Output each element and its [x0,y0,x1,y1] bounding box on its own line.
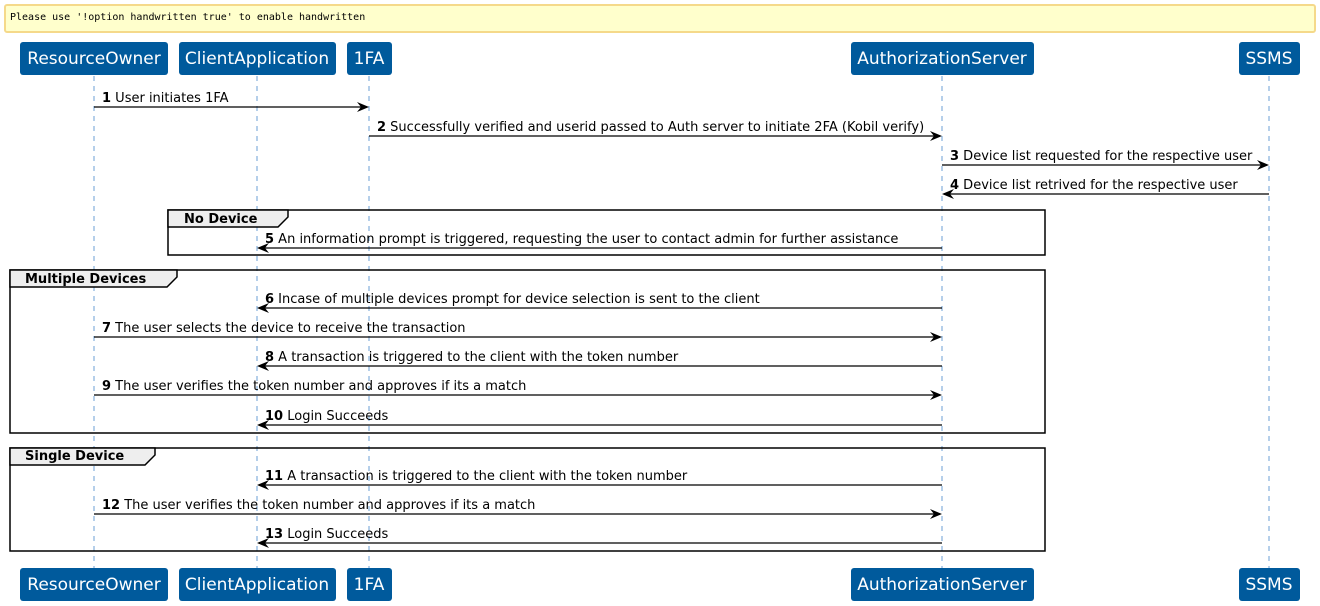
message-5 [257,232,942,253]
participants-bottom [20,568,1300,601]
message-8 [257,350,942,371]
message-1 [94,91,369,112]
participant-label: AuthorizationServer [857,49,1027,69]
message-label [102,379,526,394]
message-4 [942,178,1269,199]
message-number: 8 [265,350,275,365]
participant-1fa [347,568,392,601]
message-13 [257,527,942,548]
message-11 [257,469,942,490]
participant-authorization-server [851,42,1034,75]
message-number: 7 [102,321,112,336]
message-label [102,91,229,106]
message-label [265,232,898,247]
participants-top [20,42,1300,75]
participant-label: 1FA [353,575,385,595]
message-text: User initiates 1FA [111,91,229,106]
message-label [102,498,535,513]
message-number: 12 [102,498,121,513]
participant-label: AuthorizationServer [857,575,1027,595]
message-number: 5 [265,232,275,247]
fragment-title: Multiple Devices [25,272,147,287]
message-text: Device list retrived for the respective user [959,178,1238,193]
message-text: A transaction is triggered to the client with the token number [283,469,688,484]
message-number: 1 [102,91,112,106]
message-number: 2 [377,120,387,135]
message-number: 4 [950,178,960,193]
message-text: The user selects the device to receive the transaction [111,321,466,336]
participant-ssms [1239,568,1300,601]
participant-client-application [179,568,336,601]
message-number: 9 [102,379,112,394]
message-text: The user verifies the token number and approves if its a match [120,498,536,513]
message-text: The user verifies the token number and approves if its a match [111,379,527,394]
participant-label: SSMS [1245,49,1293,69]
message-number: 10 [265,409,284,424]
participant-authorization-server [851,568,1034,601]
message-label [265,409,388,424]
participant-label: ClientApplication [184,575,330,595]
fragment-title: No Device [184,212,258,227]
message-label [950,178,1238,193]
messages [94,91,1269,548]
message-number: 11 [265,469,284,484]
participant-resource-owner [20,42,168,75]
participant-resource-owner [20,568,168,601]
participant-label: 1FA [353,49,385,69]
message-9 [94,379,942,400]
note-text: Please use '!option handwritten true' to enable handwritten [10,12,366,23]
message-text: Login Succeeds [283,527,389,542]
message-text: Successfully verified and userid passed to Auth server to initiate 2FA (Kobil verify) [386,120,925,135]
message-label [950,149,1253,164]
message-label [377,120,924,135]
message-number: 13 [265,527,284,542]
message-2 [369,120,942,141]
message-label [265,350,679,365]
participant-label: ResourceOwner [27,575,161,595]
message-3 [942,149,1269,170]
participant-1fa [347,42,392,75]
message-label [265,527,388,542]
message-12 [94,498,942,519]
message-label [102,321,466,336]
message-label [265,469,688,484]
fragment-title: Single Device [25,449,125,464]
message-number: 6 [265,292,275,307]
participant-label: SSMS [1245,575,1293,595]
participant-label: ClientApplication [184,49,330,69]
message-6 [257,292,942,313]
message-text: Incase of multiple devices prompt for device selection is sent to the client [274,292,760,307]
message-text: An information prompt is triggered, requesting the user to contact admin for further assistance [274,232,899,247]
message-7 [94,321,942,342]
participant-client-application [179,42,336,75]
message-text: A transaction is triggered to the client with the token number [274,350,679,365]
handwritten-note [5,5,1315,32]
participant-ssms [1239,42,1300,75]
participant-label: ResourceOwner [27,49,161,69]
message-text: Login Succeeds [283,409,389,424]
message-number: 3 [950,149,960,164]
message-10 [257,409,942,430]
message-label [265,292,760,307]
message-text: Device list requested for the respective user [959,149,1253,164]
